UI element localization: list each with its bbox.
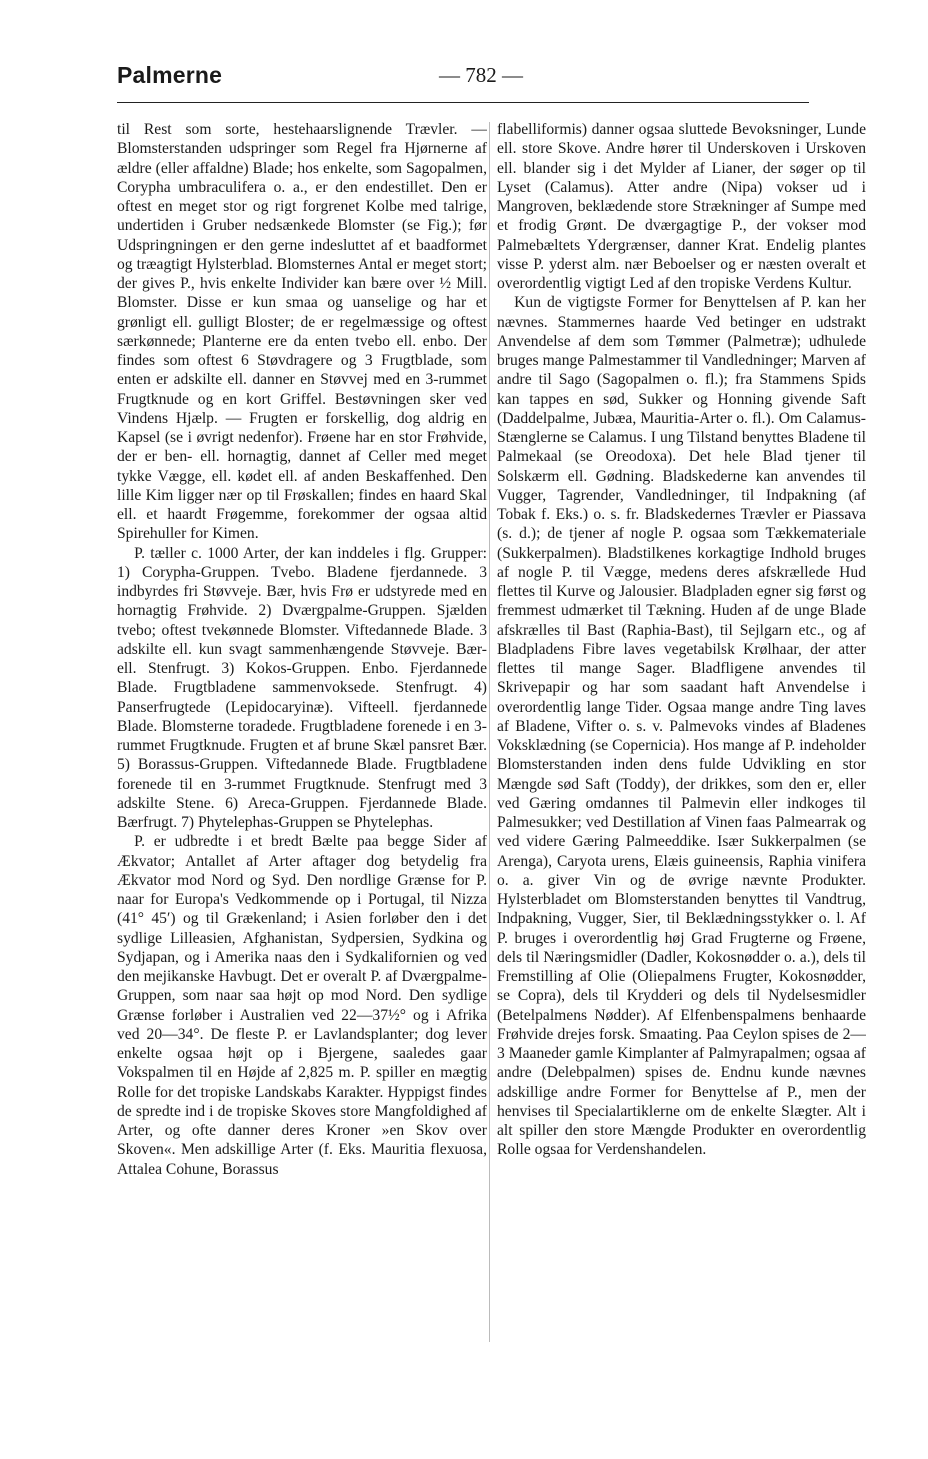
paragraph: Kun de vigtigste Former for Benyttelsen af P. kan her nævnes. Stammernes haarde Ved betinger en udstrakt Anvendelse af dem som Tømmer (Palmetræ); udhulede bruges mange Palmestammer til Vandledninger; Marven af andre til Sago (Sagopalmen o. fl.); fra Stammens Spids kan tappes en sød, Sukker og Honning givende Saft (Daddelpalme, Jubæa, Mauritia-Arter o. fl.). Om Calamus-Stænglerne se Calamus. I ung Tilstand benyttes Bladene til Palmekaal (se Oreodoxa). Det hele Blad tjener til Solskærm ell. Gødning. Bladskederne kan anvendes til Vugger, Tagrender, Vandledninger, til Indpakning (af Tobak f. Eks.) o. s. fr. Bladskedernes Trævler er Piassava (s. d.); de tjener af nogle P. ogsaa som Tækkemateriale (Sukkerpalmen). Bladstilkenes korkagtige Indhold bruges af nogle P. til Vægge, medens deres afskrællede Hud flettes til Kurve og Jalousier. Bladpladen egner sig først og fremmest udmærket til Tækning. Huden af de unge Blade afskrælles til Bast (Raphia-Bast), til Sejlgarn etc., og af Bladpladens Fibre laves vegetabilsk Krølhaar, der atter flettes til mange Sager. Bladfligene anvendes til Skrivepapir og har som saadant haft Anvendelse i overordentlig lange Tider. Ogsaa mange andre Ting laves af Bladene, Vifter o. s. v. Palmevoks vindes af Bladenes Voksklædning (se Copernicia). Hos mange af P. indeholder Blomsterstanden inden dens fulde Udvikling en stor Mængde sød Saft (Toddy), der drikkes, som den er, eller ved Gæring omdannes til Palmevin eller indkoges til Palmesukker; ved Destillation af Vinen faas Palmearrak og ved videre Gæring Palmeeddike. Især Sukkerpalmen (se Arenga), Caryota urens, Elæis guineensis, Raphia vinifera o. a. giver Vin og de øvrige nævnte Produkter. Hylsterbladet om Blomsterstanden benyttes til Vandtrug, Indpakning, Vugger, Sier, til Beklædningsstykker o. l. Af P. bruges i overordentlig høj Grad Frugterne og Frøene, dels til Næringsmidler (Dadler, Kokosnødder o. a.), dels til Fremstilling af Olie (Oliepalmens Frugter, Kokosnødder, se Copra), dels til Krydderi og dels til Nydelsesmidler (Betelpalmens Nødder). Af Elfenbenspalmens benhaarde Frøhvide drejes forsk. Smaating. Paa Ceylon spises de 2—3 Maaneder gamle Kimplanter af Palmyrapalmen; ogsaa af andre (Delebpalmen) spises de. Endnu kunde nævnes adskillige andre Former for Benyttelse af P., men der henvises til Specialartiklerne om de enkelte Slægter. Alt i alt spiller den store Mængde Produkter en overordentlig Rolle ogsaa for Verdenshandelen. — [497, 294, 866, 1159]
page-number: — 782 — — [439, 63, 523, 87]
paragraph: P. er udbredte i et bredt Bælte paa begge Sider af Ækvator; Antallet af Arter aftager dog betydelig fra Ækvator mod Nord og Syd. Den nordlige Grænse for P. naar for Europa's Vedkommende op i Portugal, til Nizza (41° 45′) og til Grækenland; i Asien forløber den i det sydlige Lilleasien, Afghanistan, Sydpersien, Sydkina og Sydjapan, og i Amerika naas den i Sydkalifornien og ved den mejikanske Havbugt. Det er overalt P. af Dværgpalme-Gruppen, som naar saa højt op mod Nord. Den sydlige Grænse forløber i Australien ved 22—37½° og i Afrika ved 20—34°. De fleste P. er Lavlandsplanter; dog lever enkelte ogsaa højt op i Bjergene, saaledes gaar Vokspalmen til en Højde af 2,825 m. P. spiller en mægtig Rolle for det tropiske Landskabs Karakter. Hyppigst findes de spredte ind i de tropiske Skoves store Mangfoldighed af Arter, og ofte danner deres Kroner »en Skov over Skoven«. Men adskillige Arter (f. Eks. Mauritia flexuosa, Attalea Cohune, Borassus — [117, 833, 487, 1178]
running-title: Palmerne — [117, 62, 223, 88]
paragraph: til Rest som sorte, hestehaarslignende Trævler. — Blomsterstanden udspringer som Regel fra Hjørnerne af ældre (eller affaldne) Blade; hos enkelte, som Sagopalmen, Corypha umbraculifera o. a., er den endestillet. Den er oftest en meget stor og rigt forgrenet Kolbe med talrige, undertiden i Gruber nedsænkede Blomster (se Fig.); før Udspringningen er den gerne indesluttet af et baadformet og træagtigt Hylsterblad. Blomsternes Antal er meget stort; der gives P., hvis enkelte Individer kan bære over ½ Mill. Blomster. Disse er kun smaa og uanselige og har et grønligt ell. gulligt Bloster; de er regelmæssige og oftest særkønnede; Planterne ere da enten tvebo ell. enbo. Der findes som oftest 6 Støvdragere og 3 Frugtblade, som enten er adskilte ell. danner en Støvvej med en 3-rummet Frugtknude og en kort Griffel. Bestøvningen sker ved Vindens Hjælp. — Frugten er forskellig, dog aldrig en Kapsel (se i øvrigt nedenfor). Frøene har en stor Frøhvide, der er ben- ell. hornagtig, dannet af Celler med meget tykke Vægge, ell. kødet ell. af anden Beskaffenhed. Den lille Kim ligger nær op til Frøskallen; findes en haard Skal ell. et haardt Frøgemme, forekommer der ogsaa altid Spirehuller for Kimen. — [117, 121, 487, 543]
paragraph: flabelliformis) danner ogsaa sluttede Bevoksninger, Lunde ell. store Skove. Andre hører til Underskoven i Urskoven ell. blander sig i det Mylder af Lianer, der søger op til Lyset (Calamus). Atter andre (Nipa) vokser ud i Mangroven, beklædende store Strækninger af Sumpe med et frodig Grønt. De dværgagtige P., der vokser mod Palmebæltets Ydergrænser, danner Krat. Endelig plantes visse P. yderst alm. nær Beboelser og er næsten overalt et overordentlig vigtigt Led af den tropiske Verdens Kultur. — [497, 121, 866, 292]
right-column — [497, 120, 866, 1352]
paragraph: P. tæller c. 1000 Arter, der kan inddeles i flg. Grupper: 1) Corypha-Gruppen. Tvebo. Bladene fjerdannede. 3 indbyrdes fri Støvveje. Bær, hvis Frø er udstyrede med en hornagtig Frøhvide. 2) Dværgpalme-Gruppen. Sjælden tvebo; oftest tvekønnede Blomster. Viftedannede Blade. 3 adskilte ell. kun svagt sammenhængende Støvveje. Bær- ell. Stenfrugt. 3) Kokos-Gruppen. Enbo. Fjerdannede Blade. Frugtbladene sammenvoksede. Stenfrugt. 4) Panserfrugtede (Lepidocaryinæ). Vifteell. fjerdannede Blade. Blomsterne toradede. Frugtbladene forenede i en 3-rummet Frugtknude. Frugten et af brune Skæl pansret Bær. 5) Borassus-Gruppen. Viftedannede Blade. Frugtbladene forenede til en 3-rummet Frugtknude. Stenfrugt med 3 adskilte Stene. 6) Areca-Gruppen. Fjerdannede Blade. Bærfrugt. 7) Phytelephas-Gruppen se Phytelephas. — [117, 544, 487, 831]
header-rule — [117, 102, 809, 103]
page-header — [117, 62, 809, 96]
left-column — [117, 120, 487, 1352]
column-divider — [489, 122, 490, 1342]
